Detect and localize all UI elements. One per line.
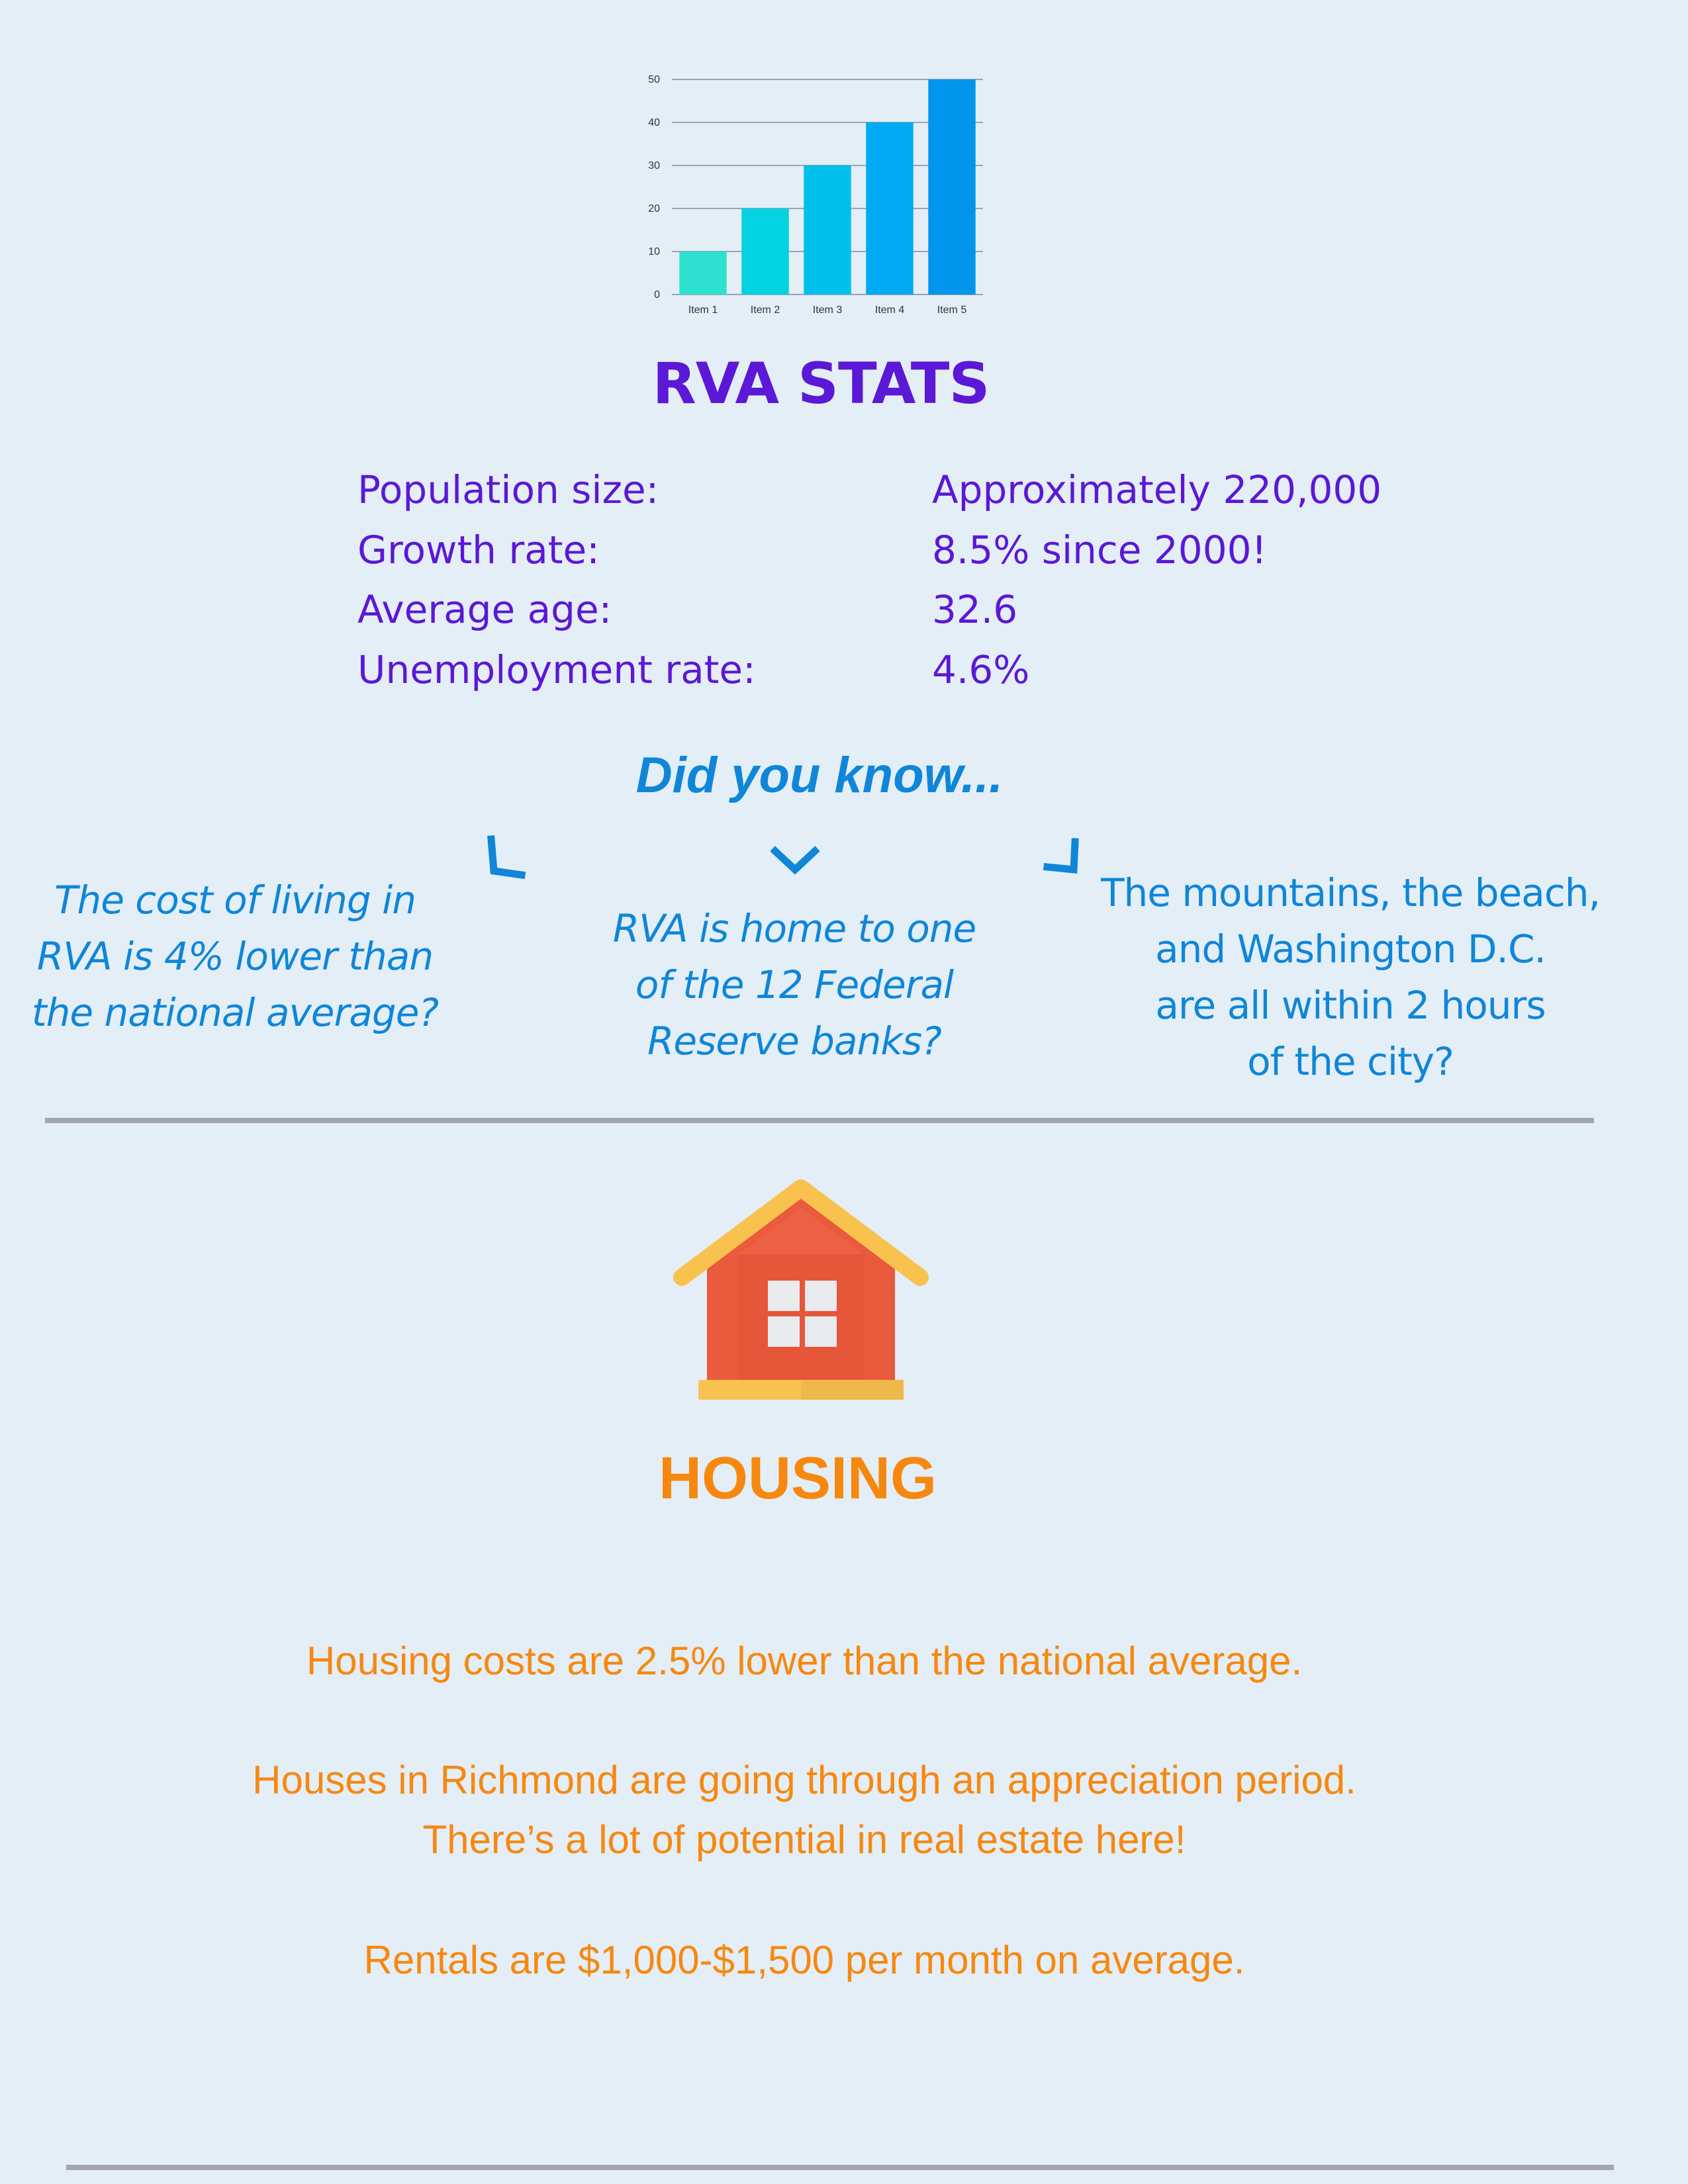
bar-5 [928,79,975,295]
stat-value-age: 32.6 [932,587,1018,632]
housing-cost-text: Housing costs are 2.5% lower than the national average. [306,1639,1303,1683]
stat-label-growth: Growth rate: [357,527,600,572]
stat-value-unemployment: 4.6% [932,647,1030,692]
x-tick-label: Item 5 [937,304,967,316]
stats-title: RVA STATS [652,351,990,417]
fact-federal-reserve [583,901,1006,1069]
bottom-divider [66,2165,1614,2170]
bar-4 [866,122,913,295]
y-tick-label: 50 [648,74,660,85]
housing-potential-text: There’s a lot of potential in real estate here! [422,1817,1186,1862]
stat-value-growth: 8.5% since 2000! [932,527,1267,572]
x-tick-label: Item 1 [688,304,718,316]
bar-chart [629,66,1000,324]
house-icon [669,1175,933,1406]
fact-line: the national average? [31,990,439,1035]
chevron-down-icon [770,844,820,878]
x-tick-label: Item 2 [750,304,780,316]
fact-line: RVA is 4% lower than [36,934,434,979]
fact-line: Reserve banks? [647,1019,941,1064]
housing-appreciation-text: Houses in Richmond are going through an appreciation period. [252,1758,1356,1802]
stat-label-population: Population size: [357,467,659,512]
fact-line: RVA is home to one [612,906,976,951]
fact-line: of the 12 Federal [635,962,954,1007]
fact-line: and Washington D.C. [1155,927,1546,972]
fact-line: are all within 2 hours [1155,983,1546,1028]
stat-label-unemployment: Unemployment rate: [357,647,756,692]
y-tick-label: 10 [648,246,660,257]
y-tick-label: 40 [648,117,660,128]
bar-1 [679,251,726,295]
y-tick-label: 20 [648,203,660,214]
fact-cost-of-living [26,872,444,1041]
y-tick-label: 0 [654,289,660,300]
fact-line: of the city? [1247,1039,1454,1084]
fact-line: The mountains, the beach, [1101,870,1600,915]
arrow-down-left-icon [483,835,530,882]
fact-line: The cost of living in [54,878,416,923]
stat-value-population: Approximately 220,000 [932,467,1382,512]
section-divider [45,1118,1594,1123]
housing-rentals-text: Rentals are $1,000-$1,500 per month on average. [363,1938,1245,1982]
stat-label-age: Average age: [357,587,612,632]
bar-2 [741,208,788,295]
x-tick-label: Item 4 [874,304,905,316]
housing-title: HOUSING [658,1445,937,1512]
arrow-down-right-icon [1039,835,1086,882]
fact-within-2-hours [1086,865,1615,1090]
bar-3 [804,165,851,295]
did-you-know-title: Did you know... [635,747,1004,803]
y-tick-label: 30 [648,160,660,171]
x-tick-label: Item 3 [812,304,843,316]
